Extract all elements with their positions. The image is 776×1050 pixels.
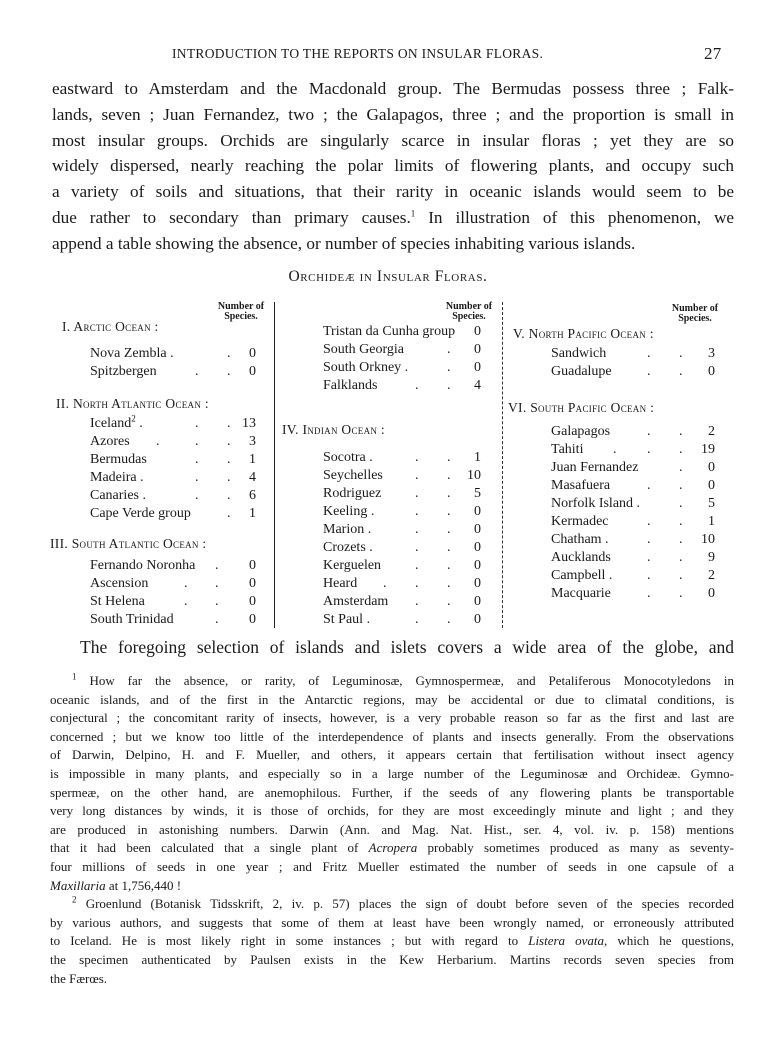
species-count: 1 (249, 452, 256, 467)
island-name: Amsterdam (323, 594, 389, 609)
footnote-2-line: $^2$ Groenlund (Botanisk Tidsskrift, 2, iv. p. 57) places the sign of doubt before seven of the species recorded (72, 894, 734, 912)
table-row: Madeira . . . 4 (90, 470, 256, 485)
footnote-2-line: the specimen authenticated by Paulsen exists in the Kew Herbarium. Martins records seven species from (50, 951, 734, 967)
species-count: 5 (474, 486, 481, 501)
species-count: 1 (249, 506, 256, 521)
table-row: Rodriguez . . 5 (323, 486, 481, 501)
number-header-line: Number of (217, 301, 265, 312)
table-column-3 (506, 300, 728, 628)
section-heading-north-pacific: V. North Pacific Ocean : (513, 326, 654, 341)
island-name: Galapagos (551, 424, 611, 439)
island-name: South Georgia (323, 342, 405, 357)
island-name: Azores (90, 434, 130, 449)
species-count: 0 (474, 558, 481, 573)
section-heading-north-atlantic: II. North Atlantic Ocean : (56, 396, 209, 411)
species-count: 0 (249, 612, 256, 627)
island-name: Seychelles (323, 468, 383, 483)
species-count: 4 (249, 470, 256, 485)
species-count: 6 (249, 488, 256, 503)
island-name: Sandwich (551, 346, 607, 361)
footnote-ref-2[interactable]: 2 (131, 413, 136, 424)
table-row: Tahiti . . . 19 (551, 442, 715, 457)
table-row: Socotra . . . 1 (323, 450, 481, 465)
island-name: South Orkney . (323, 360, 409, 375)
species-count: 0 (708, 364, 715, 379)
table-row: Seychelles . . 10 (323, 468, 481, 483)
body-line: lands, seven ; Juan Fernandez, two ; the Galapagos, three ; and the proportion is small in (52, 104, 734, 124)
species-count: 10 (701, 532, 715, 547)
footnote-marker: 2 (72, 894, 77, 905)
table-row: Crozets . . . 0 (323, 540, 481, 555)
footnote-1-line: of Darwin, Delpino, H. and F. Mueller, and others, it appears certain that fertilisation without insect agency (50, 747, 734, 763)
island-name: Macquarie (551, 586, 611, 601)
table-title: Orchideæ in Insular Floras. (288, 268, 488, 285)
section-heading-south-pacific: VI. South Pacific Ocean : (508, 400, 655, 415)
table-row: Amsterdam . . 0 (323, 594, 481, 609)
species-count: 0 (249, 346, 256, 361)
island-name: Fernando Noronha (90, 558, 196, 573)
table-row: St Paul . . . 0 (323, 612, 481, 627)
body-line: eastward to Amsterdam and the Macdonald group. The Bermudas possess three ; Falk- (52, 79, 734, 98)
table-row: Chatham . . . 10 (551, 532, 715, 547)
number-header-line: Species. (224, 311, 258, 322)
number-header-line: Species. (452, 311, 486, 322)
number-header-line: Number of (671, 303, 719, 314)
table-row: Macquarie . . 0 (551, 586, 715, 601)
species-name-italic: Listera ovata (528, 933, 605, 949)
species-count: 0 (249, 364, 256, 379)
body-paragraph (52, 76, 734, 257)
number-header (666, 304, 724, 324)
body-line: a variety of soils and situations, that their rarity in oceanic islands would seem to be (52, 182, 734, 202)
table-row: Guadalupe . . 0 (551, 364, 715, 379)
leader-dot: . (227, 346, 231, 361)
island-name: Rodriguez (323, 486, 382, 501)
page-number: 27 (704, 44, 722, 63)
species-count: 10 (467, 468, 481, 483)
island-name: Juan Fernandez (551, 460, 639, 475)
island-name: Norfolk Island . (551, 496, 641, 511)
table-row: South Georgia . 0 (323, 342, 481, 357)
table-row: Marion . . . 0 (323, 522, 481, 537)
species-count: 0 (474, 504, 481, 519)
island-name: Masafuera (551, 478, 611, 493)
species-count: 4 (474, 378, 481, 393)
species-count: 2 (708, 568, 715, 583)
species-count: 0 (474, 360, 481, 375)
species-count: 0 (474, 612, 481, 627)
species-count: 0 (708, 586, 715, 601)
island-name: South Trinidad (90, 612, 174, 627)
table-row: Galapagos . . 2 (551, 424, 715, 439)
table-row: Cape Verde group . 1 (90, 506, 256, 521)
species-count: 0 (249, 576, 256, 591)
number-header-line: Number of (445, 301, 493, 312)
table-row: Norfolk Island . . 5 (551, 496, 715, 511)
table-row: Falklands . . 4 (323, 378, 481, 393)
footnotes (50, 672, 734, 988)
island-name: Bermudas (90, 452, 147, 467)
species-count: 19 (701, 442, 715, 457)
island-name: Marion . (323, 522, 372, 537)
body-line: widely dispersed, nearly reaching the polar limits of flowering plants, and occupy such (52, 156, 734, 176)
table-row (323, 324, 498, 342)
species-count: 3 (249, 434, 256, 449)
footnote-2-line: the Færœs. (50, 970, 108, 986)
island-name: Guadalupe (551, 364, 612, 379)
footnote-2-line: to Iceland. He is most likely right in some instances ; but with regard to Listera ovata, which he questions, (50, 933, 734, 949)
footnote-1-line: Maxillaria at 1,756,440 ! (50, 877, 182, 893)
table-row: St Helena . . 0 (90, 594, 256, 609)
species-count: 0 (474, 342, 481, 357)
island-name: Canaries . (90, 488, 146, 503)
table-row: Sandwich . . 3 (551, 346, 715, 361)
number-header (212, 302, 270, 322)
species-count: 1 (474, 450, 481, 465)
island-name: Campbell . (551, 568, 613, 583)
island-name: Chatham . (551, 532, 609, 547)
table-row: Canaries . . . 6 (90, 488, 256, 503)
species-name-italic: Maxillaria (50, 877, 106, 893)
island-name: Tahiti (551, 442, 584, 457)
species-count: 0 (474, 540, 481, 555)
table-row: South Orkney . . 0 (323, 360, 481, 375)
island-name: Ascension (90, 576, 149, 591)
island-name: Heard (323, 576, 358, 591)
footnote-1-line: oceanic islands, and of the first in the Antarctic regions, may be accidental or due to climatal conditions, is (50, 691, 734, 707)
body-line (52, 205, 734, 231)
island-name: Aucklands (551, 550, 611, 565)
table-row (90, 346, 265, 364)
table-row: Ascension . . 0 (90, 576, 256, 591)
species-count: 3 (708, 346, 715, 361)
table-column-2 (276, 300, 502, 628)
island-name: Kerguelen (323, 558, 382, 573)
table-row: Azores . . . 3 (90, 434, 256, 449)
species-count: 0 (474, 594, 481, 609)
island-name: Madeira . (90, 470, 144, 485)
island-name: Falklands (323, 378, 378, 393)
section-heading-indian: IV. Indian Ocean : (282, 422, 385, 437)
table-row: Bermudas . . 1 (90, 452, 256, 467)
island-name: St Paul . (323, 612, 371, 627)
body-line-text: due rather to secondary than primary causes. (52, 207, 411, 227)
table-column-1 (50, 300, 272, 628)
species-count: 0 (249, 558, 256, 573)
section-heading-south-atlantic: III. South Atlantic Ocean : (50, 536, 207, 551)
island-name: Tristan da Cunha group (323, 324, 456, 339)
island-name: St Helena (90, 594, 145, 609)
table-row: Kerguelen . . 0 (323, 558, 481, 573)
table-row: Masafuera . . 0 (551, 478, 715, 493)
footnote-2-line: by various authors, and suggests that some of them at least have been wrongly named, or erroneously attributed (50, 914, 734, 930)
table-row: Kermadec . . 1 (551, 514, 715, 529)
species-count: 5 (708, 496, 715, 511)
column-divider (502, 302, 504, 628)
species-count: 13 (242, 416, 256, 431)
table-row: Keeling . . . 0 (323, 504, 481, 519)
footnote-1-line: four millions of seeds in one year ; and Fritz Mueller estimated the number of seeds in one capsule of a (50, 858, 734, 874)
species-count: 0 (474, 522, 481, 537)
footnote-marker: 1 (72, 671, 77, 682)
footnote-1-line: are produced in astonishing numbers. Darwin (Ann. and Mag. Nat. Hist., ser. 4, vol. iv. p. 158) mentions (50, 821, 734, 837)
footnote-1-line: concerned ; but we know too little of the interdependence of plants and insects generally. From the observations (50, 728, 734, 744)
island-name: Nova Zembla . (90, 346, 174, 361)
body-line-text: In illustration of this phenomenon, we (415, 207, 734, 227)
species-count: 9 (708, 550, 715, 565)
table-row: Heard . . . 0 (323, 576, 481, 591)
footnote-1-line: that it had been calculated that a single plant of Acropera probably sometimes produced as many as seventy- (50, 840, 735, 856)
footnote-1-line: conjectural ; the concomitant rarity of insects, however, is a very probable reason so far as the first and last are (50, 710, 734, 726)
island-name: Spitzbergen (90, 364, 157, 379)
footnote-1-line: is impossible in many plants, and especially so in a large number of the Leguminosæ and Orchideæ. Gymno- (50, 765, 734, 781)
table-row: South Trinidad . 0 (90, 612, 256, 627)
table-row: Juan Fernandez . 0 (551, 460, 715, 475)
footnote-ref-1[interactable]: 1 (410, 208, 416, 219)
section-heading-arctic: I. Arctic Ocean : (62, 319, 159, 334)
island-name: Iceland$^2$ . (90, 413, 143, 431)
island-name: Keeling . (323, 504, 375, 519)
body-line: most insular groups. Orchids are singularly scarce in insular floras ; yet they are so (52, 130, 734, 150)
body-line: append a table showing the absence, or number of species inhabiting various islands. (52, 233, 636, 253)
footnote-1-line: $^1$ How far the absence, or rarity, of Leguminosæ, Gymnospermeæ, and Petaliferous Monocotyledons in (72, 671, 734, 688)
table-row: Iceland$^2$ . . . 13 (90, 413, 256, 431)
running-head-title: INTRODUCTION TO THE REPORTS ON INSULAR FLORAS. (172, 46, 544, 61)
table-row: Campbell . . . 2 (551, 568, 715, 583)
island-name: Cape Verde group (90, 506, 191, 521)
species-count: 0 (474, 324, 481, 339)
continuation-paragraph: The foregoing selection of islands and islets covers a wide area of the globe, and (80, 637, 734, 657)
footnote-1-line: very long distances by winds, it is those of orchids, for they are most exceedingly minute and light ; and they (50, 803, 734, 819)
island-name: Kermadec (551, 514, 609, 529)
species-count: 1 (708, 514, 715, 529)
species-name-italic: Acropera (368, 840, 418, 856)
column-divider (274, 302, 275, 628)
species-count: 0 (249, 594, 256, 609)
number-header (440, 302, 498, 322)
island-name: Socotra . (323, 450, 373, 465)
running-head (0, 44, 776, 64)
table-row: Spitzbergen . . 0 (90, 364, 256, 379)
footnote-1-line: spermeæ, on the other hand, are anemophilous. Further, if the seeds of any flowering plants be transportable (50, 784, 734, 800)
island-name: Crozets . (323, 540, 373, 555)
species-count: 0 (708, 478, 715, 493)
table-row: Aucklands . . 9 (551, 550, 715, 565)
species-count: 0 (708, 460, 715, 475)
species-count: 0 (474, 576, 481, 591)
table-row: Fernando Noronha . 0 (90, 558, 256, 573)
number-header-line: Species. (678, 313, 712, 324)
species-count: 2 (708, 424, 715, 439)
